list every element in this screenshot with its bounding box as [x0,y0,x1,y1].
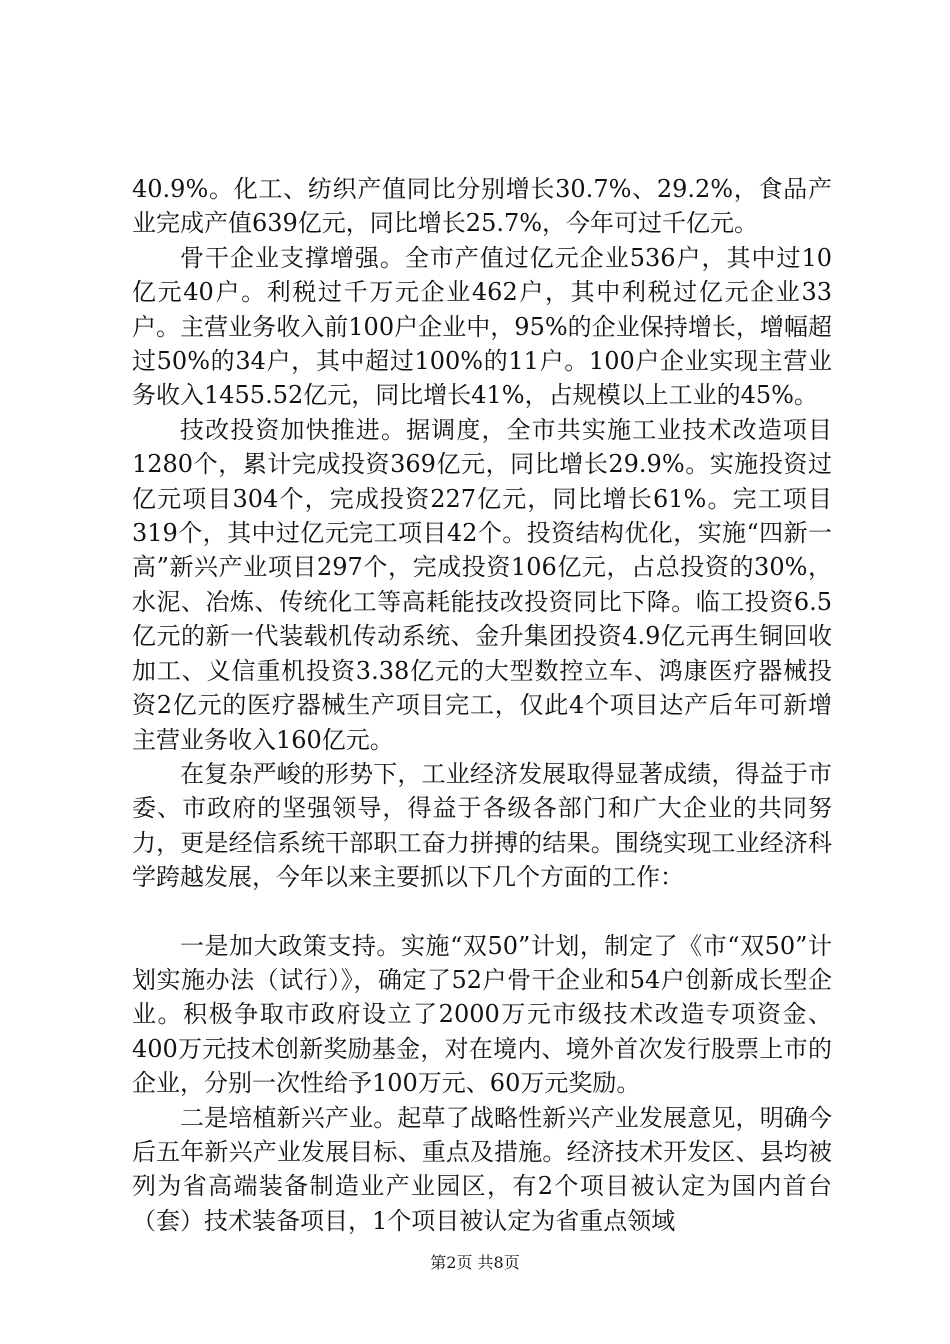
page-number-footer: 第2页 共8页 [430,1253,520,1272]
paragraph-backbone-enterprises: 骨干企业支撑增强。全市产值过亿元企业536户，其中过10亿元40户。利税过千万元企业462户，其中利税过亿元企业33户。主营业务收入前100户企业中，95%的企业保持增长，增幅超过50%的34户，其中超过100%的11户。100户企业实现主营业务收入1455.52亿元，同比增长41%，占规模以上工业的45%。 [132,243,832,410]
paragraph-policy-support: 一是加大政策支持。实施“双50”计划，制定了《市“双50”计划实施办法（试行）》，确定了52户骨干企业和54户创新成长型企业。积极争取市政府设立了2000万元市级技术改造专项资金、400万元技术创新奖励基金，对在境内、境外首次发行股票上市的企业，分别一次性给予100万元、60万元奖励。 [132,931,832,1098]
paragraph-continued: 40.9%。化工、纺织产值同比分别增长30.7%、29.2%，食品产业完成产值639亿元，同比增长25.7%，今年可过千亿元。 [132,175,832,238]
paragraph-emerging-industries: 二是培植新兴产业。起草了战略性新兴产业发展意见，明确今后五年新兴产业发展目标、重点及措施。经济技术开发区、县均被列为省高端装备制造业产业园区，有2个项目被认定为国内首台（套）技术装备项目，1个项目被认定为省重点领域 [132,1103,832,1235]
document-body [132,172,832,1238]
paragraph-gap [132,895,832,929]
paragraph-tech-investment: 技改投资加快推进。据调度，全市共实施工业技术改造项目1280个，累计完成投资369亿元，同比增长29.9%。实施投资过亿元项目304个，完成投资227亿元，同比增长61%。完工项目319个，其中过亿元完工项目42个。投资结构优化，实施“四新一高”新兴产业项目297个，完成投资106亿元，占总投资的30%，水泥、冶炼、传统化工等高耗能技改投资同比下降。临工投资6.5亿元的新一代装载机传动系统、金升集团投资4.9亿元再生铜回收加工、义信重机投资3.38亿元的大型数控立车、鸿康医疗器械投资2亿元的医疗器械生产项目完工，仅此4个项目达产后年可新增主营业务收入160亿元。 [132,415,832,754]
paragraph-achievements-summary: 在复杂严峻的形势下，工业经济发展取得显著成绩，得益于市委、市政府的坚强领导，得益于各级各部门和广大企业的共同努力，更是经信系统干部职工奋力拼搏的结果。围绕实现工业经济科学跨越发展，今年以来主要抓以下几个方面的工作： [132,759,832,892]
